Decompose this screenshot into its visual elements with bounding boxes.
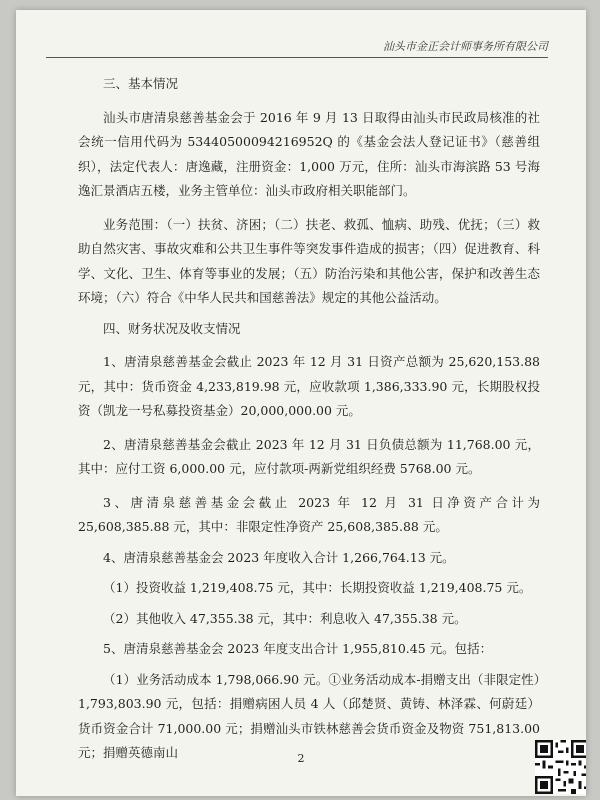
- section-heading-basic-info: 三、基本情况: [103, 76, 179, 91]
- paragraph-other-income: （2）其他收入 47,355.38 元，其中：利息收入 47,355.38 元。: [103, 610, 467, 626]
- qr-code-icon: [535, 740, 586, 794]
- document-page: [16, 10, 586, 796]
- paragraph-assets: 1、唐清泉慈善基金会截止 2023 年 12 月 31 日资产总额为 25,620,153.88 元，其中：货币资金 4,233,819.98 元，应收款项 1,386,333.90 元，长期股权投资（凯龙一号私募投资基金）20,000,000.00 元。: [78, 354, 540, 418]
- paragraph-income-total: 4、唐清泉慈善基金会 2023 年度收入合计 1,266,764.13 元。: [103, 549, 455, 565]
- section-heading-finance: 四、财务状况及收支情况: [103, 320, 241, 336]
- page-header: [46, 38, 548, 58]
- paragraph-business-scope: 业务范围：（一）扶贫、济困；（二）扶老、救孤、恤病、助残、优抚；（三）救助自然灾害、事故灾难和公共卫生事件等突发事件造成的损害；（四）促进教育、科学、文化、卫生、体育等事业的发展；（五）防治污染和其他公害，保护和改善生态环境；（六）符合《中华人民共和国慈善法》规定的其他公益活动。: [78, 216, 540, 305]
- firm-name: 汕头市金正会计师事务所有限公司: [383, 40, 548, 53]
- paragraph-registration: 汕头市唐清泉慈善基金会于 2016 年 9 月 13 日取得由汕头市民政局核准的社会统一信用代码为 53440500094216952Q 的《基金会法人登记证书》（慈善组织），法定代表人：唐逸藏，注册资金：1,000 万元，住所：汕头市海滨路 53 号海逸汇景酒店五楼，业务主管单位：汕头市政府相关职能部门。: [78, 109, 540, 198]
- document-body: [78, 72, 540, 766]
- paragraph-expense-total: 5、唐清泉慈善基金会 2023 年度支出合计 1,955,810.45 元。包括：: [103, 641, 493, 656]
- page-number: 2: [297, 752, 305, 765]
- paragraph-investment-income: （1）投资收益 1,219,408.75 元，其中：长期投资收益 1,219,408.75 元。: [103, 580, 532, 595]
- paragraph-business-cost: （1）业务活动成本 1,798,066.90 元。①业务活动成本-捐赠支出（非限定性）1,793,803.90 元，包括：捐赠病困人员 4 人（邱楚贤、黄铸、林泽霖、何蔚廷）货币资金合计 71,000.00 元；捐赠汕头市铁林慈善会货币资金及物资 751,813.00 元；捐赠英德南山: [78, 671, 540, 760]
- paragraph-liabilities: 2、唐清泉慈善基金会截止 2023 年 12 月 31 日负债总额为 11,768.00 元，其中：应付工资 6,000.00 元，应付款项-两新党组织经费 5768.00 元。: [78, 436, 540, 476]
- paragraph-net-assets: 3、唐清泉慈善基金会截止 2023 年 12 月 31 日净资产合计为 25,608,385.88 元，其中：非限定性净资产 25,608,385.88 元。: [78, 494, 540, 534]
